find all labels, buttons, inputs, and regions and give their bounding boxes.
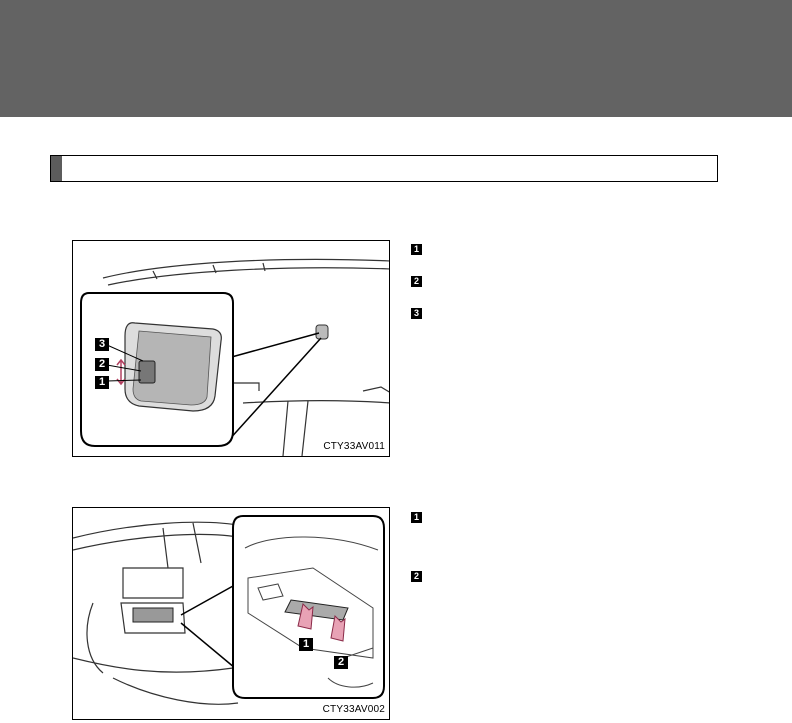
chapter-header-bar: [0, 0, 792, 117]
figure1-callout-2: 2: [95, 358, 109, 371]
figure1-callout-3: 3: [95, 338, 109, 351]
figure-personal-lights: [72, 507, 390, 720]
interior-light-illustration: [73, 241, 390, 457]
figure2-caption: CTY33AV002: [322, 704, 385, 715]
figure2-callout-1: 1: [299, 638, 313, 651]
section-heading-box: [50, 155, 718, 182]
list1-marker-2: 2: [411, 276, 422, 287]
figure-interior-light: [72, 240, 390, 457]
list2-marker-1: 1: [411, 512, 422, 523]
section-heading-tab: [51, 156, 62, 181]
figure1-callout-1: 1: [95, 376, 109, 389]
figure2-callout-2: 2: [334, 656, 348, 669]
personal-lights-illustration: [73, 508, 390, 720]
figure1-caption: CTY33AV011: [323, 441, 385, 452]
list1-marker-1: 1: [411, 244, 422, 255]
list1-marker-3: 3: [411, 308, 422, 319]
list2-marker-2: 2: [411, 571, 422, 582]
